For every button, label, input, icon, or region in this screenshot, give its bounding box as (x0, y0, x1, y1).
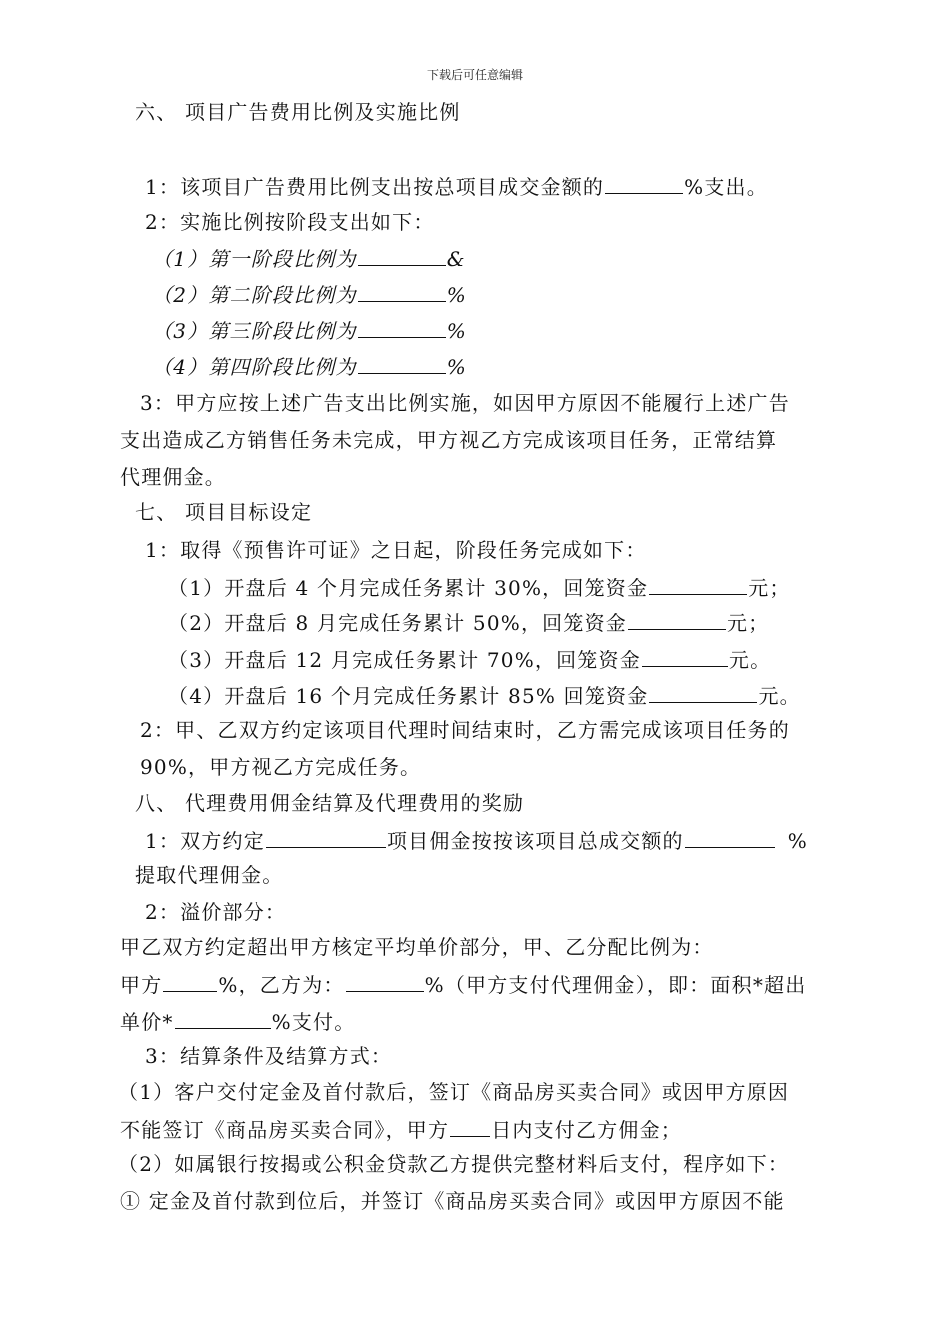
s8-clause-2-line-1: 甲乙双方约定超出甲方核定平均单价部分，甲、乙分配比例为： (120, 935, 714, 959)
s6-phase-4-label: （4）第四阶段比例为 (152, 355, 357, 379)
s8-condition-1-suffix: 日内支付乙方佣金； (491, 1118, 683, 1142)
unit-price-label: 单价* (120, 1010, 174, 1034)
s8-clause-2-line-3-suffix: %支付。 (271, 1010, 356, 1034)
fill-blank[interactable] (358, 281, 446, 302)
fill-blank[interactable] (163, 971, 217, 992)
s6-clause-3-line-2: 支出造成乙方销售任务未完成，甲方视乙方完成该项目任务，正常结算 (120, 428, 778, 452)
fill-blank[interactable] (358, 353, 446, 374)
s7-target-1 (168, 574, 791, 600)
s6-phase-4 (152, 353, 467, 379)
s6-clause-1-text: 1：该项目广告费用比例支出按总项目成交金额的 (145, 175, 605, 199)
s6-phase-4-suffix: % (446, 355, 467, 379)
s8-condition-1-text: 不能签订《商品房买卖合同》，甲方 (120, 1118, 450, 1142)
fill-blank[interactable] (450, 1116, 490, 1137)
s8-clause-1-cont: 提取代理佣金。 (135, 863, 284, 887)
s6-clause-1 (145, 173, 768, 199)
s8-clause-1-suffix: % (787, 829, 808, 853)
s6-phase-1-suffix: & (446, 247, 466, 271)
s8-clause-1-text: 1：双方约定 (145, 829, 265, 853)
fill-blank[interactable] (266, 827, 386, 848)
s6-phase-1 (152, 245, 466, 271)
s6-phase-3-suffix: % (446, 319, 467, 343)
s7-target-3 (168, 646, 771, 672)
s6-clause-2: 2：实施比例按阶段支出如下： (145, 210, 435, 234)
fill-blank[interactable] (175, 1008, 271, 1029)
s8-condition-2: （2）如属银行按揭或公积金贷款乙方提供完整材料后支付，程序如下： (118, 1152, 790, 1176)
s7-target-3-suffix: 元。 (728, 648, 772, 672)
s6-phase-1-label: （1）第一阶段比例为 (152, 247, 357, 271)
s7-clause-1: 1：取得《预售许可证》之日起，阶段任务完成如下： (145, 538, 647, 562)
party-a-label: 甲方 (120, 973, 163, 997)
s6-phase-3-label: （3）第三阶段比例为 (152, 319, 357, 343)
s8-clause-2-line-3 (120, 1008, 355, 1034)
fill-blank[interactable] (358, 317, 446, 338)
s7-target-1-suffix: 元； (748, 576, 791, 600)
fill-blank[interactable] (346, 971, 424, 992)
section-6-heading: 六、 项目广告费用比例及实施比例 (135, 100, 461, 124)
s6-clause-3-line-1: 3：甲方应按上述广告支出比例实施，如因甲方原因不能履行上述广告 (140, 391, 790, 415)
fill-blank[interactable] (642, 646, 728, 667)
s8-clause-2: 2：溢价部分： (145, 900, 287, 924)
s8-condition-1-line-2 (120, 1116, 682, 1142)
s7-clause-2-line-1: 2：甲、乙双方约定该项目代理时间结束时，乙方需完成该项目任务的 (140, 718, 790, 742)
fill-blank[interactable] (628, 609, 726, 630)
s6-clause-3-line-3: 代理佣金。 (120, 465, 226, 489)
s7-target-2-suffix: 元； (726, 611, 770, 635)
s7-target-4 (168, 682, 801, 708)
fill-blank[interactable] (649, 574, 747, 595)
s7-target-2-text: （2）开盘后 8 月完成任务累计 50%，回笼资金 (168, 611, 627, 635)
s6-phase-2 (152, 281, 467, 307)
s8-condition-2-step-1: ① 定金及首付款到位后，并签订《商品房买卖合同》或因甲方原因不能 (120, 1189, 785, 1213)
s7-target-4-text: （4）开盘后 16 个月完成任务累计 85% 回笼资金 (168, 684, 649, 708)
party-b-label: %，乙方为： (218, 973, 345, 997)
s6-phase-3 (152, 317, 467, 343)
s8-clause-2-line-2 (120, 971, 806, 997)
s8-clause-2-line-2-suffix: %（甲方支付代理佣金），即：面积*超出 (424, 973, 807, 997)
section-8-heading: 八、 代理费用佣金结算及代理费用的奖励 (135, 791, 525, 815)
page-header: 下载后可任意编辑 (426, 68, 523, 82)
s7-target-2 (168, 609, 769, 635)
fill-blank[interactable] (605, 173, 683, 194)
section-7-heading: 七、 项目目标设定 (135, 500, 313, 524)
s8-condition-1-line-1: （1）客户交付定金及首付款后，签订《商品房买卖合同》或因甲方原因 (118, 1080, 790, 1104)
s6-phase-2-suffix: % (446, 283, 467, 307)
s7-target-1-text: （1）开盘后 4 个月完成任务累计 30%，回笼资金 (168, 576, 649, 600)
s8-clause-3: 3：结算条件及结算方式： (145, 1044, 393, 1068)
s7-target-3-text: （3）开盘后 12 月完成任务累计 70%，回笼资金 (168, 648, 641, 672)
fill-blank[interactable] (685, 827, 775, 848)
fill-blank[interactable] (649, 682, 757, 703)
s8-clause-1-mid: 项目佣金按按该项目总成交额的 (386, 829, 684, 853)
s7-clause-2-line-2: 90%，甲方视乙方完成任务。 (140, 755, 422, 779)
s8-clause-1 (145, 827, 808, 853)
fill-blank[interactable] (358, 245, 446, 266)
s6-phase-2-label: （2）第二阶段比例为 (152, 283, 357, 307)
s6-clause-1-suffix: %支出。 (684, 175, 768, 199)
s7-target-4-suffix: 元。 (758, 684, 801, 708)
